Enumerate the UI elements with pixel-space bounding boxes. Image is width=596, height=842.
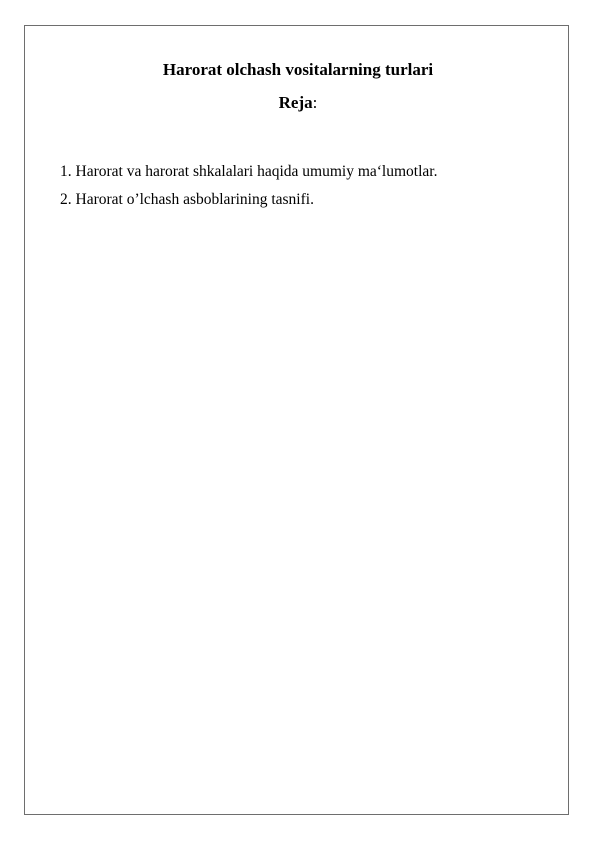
plan-heading-colon: : bbox=[312, 93, 318, 112]
plan-heading-word: Reja bbox=[278, 93, 313, 112]
plan-item-1: 1. Harorat va harorat shkalalari haqida umumiy ma‘lumotlar. bbox=[60, 163, 438, 180]
plan-heading bbox=[0, 92, 596, 114]
page-border bbox=[24, 25, 569, 815]
document-title: Harorat olchash vositalarning turlari bbox=[162, 60, 434, 79]
plan-list bbox=[60, 158, 437, 214]
plan-item-2: 2. Harorat o’lchash asboblarining tasnifi. bbox=[60, 191, 314, 208]
